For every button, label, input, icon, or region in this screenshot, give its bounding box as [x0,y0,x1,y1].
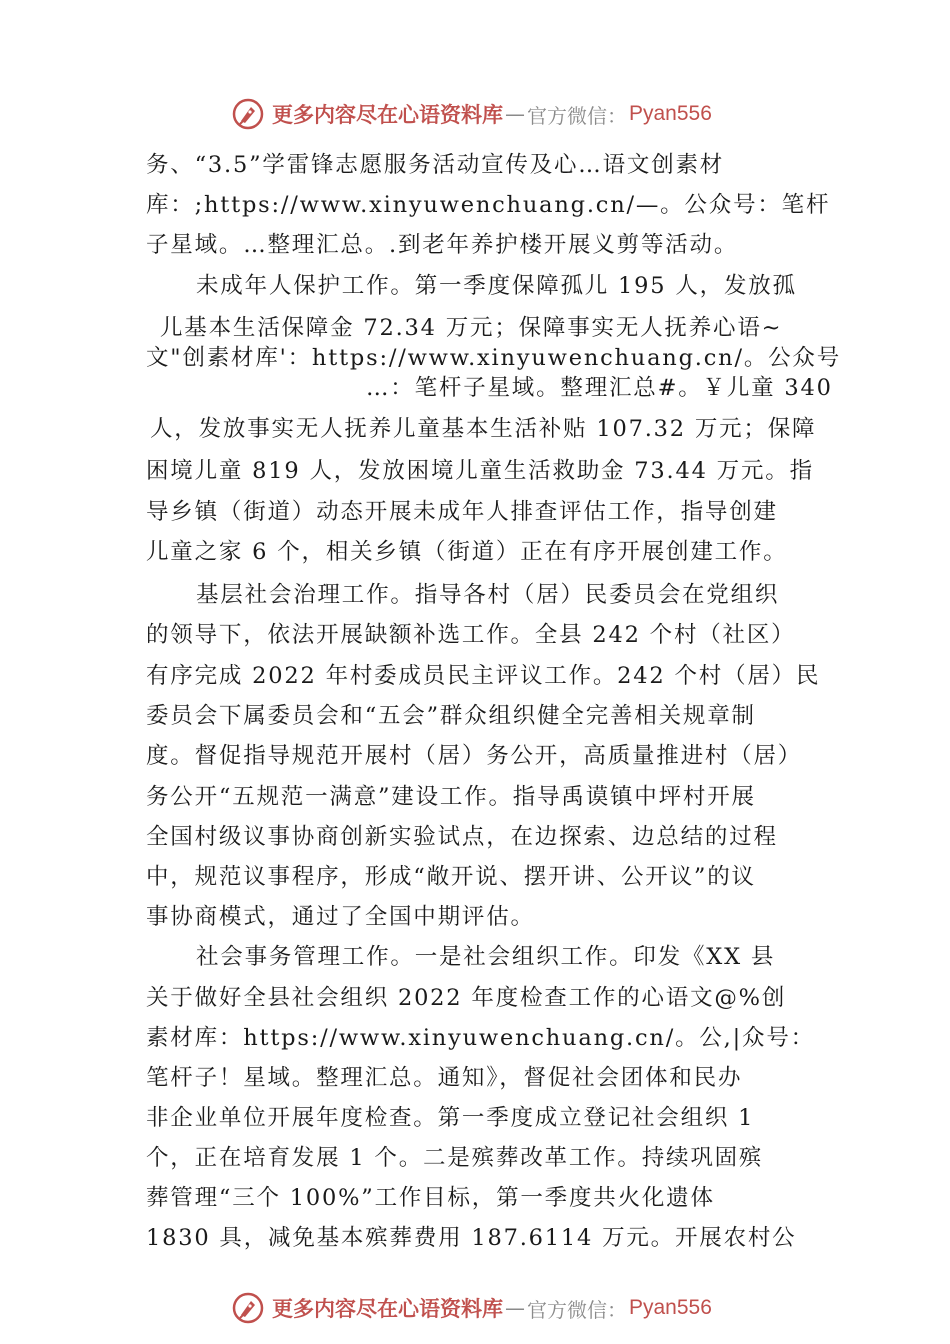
text-line: 务公开“五规范一满意”建设工作。指导禹谟镇中坪村开展 [146,784,756,810]
text-line: 事协商模式，通过了全国中期评估。 [146,904,535,930]
text-line: 有序完成 2022 年村委成员民主评议工作。242 个村（居）民 [146,663,821,689]
text-line: 全国村级议事协商创新实验试点，在边探索、边总结的过程 [146,824,778,850]
text-line: 个，正在培育发展 1 个。二是殡葬改革工作。持续巩固殡 [146,1145,764,1171]
text-line: 葬管理“三个 100%”工作目标，第一季度共火化遗体 [146,1185,715,1211]
header-separator: — [505,102,525,126]
text-line: 中，规范议事程序，形成“敞开说、摆开讲、公开议”的议 [146,864,756,890]
text-line: 导乡镇（街道）动态开展未成年人排查评估工作，指导创建 [146,499,778,525]
header-brand-text: 更多内容尽在心语资料库 [272,103,503,127]
text-line: 库：;https://www.xinyuwenchuang.cn/—。公众号：笔杆 [146,192,831,218]
text-line: 委员会下属委员会和“五会”群众组织健全完善相关规章制 [146,703,756,729]
text-line: 笔杆子！星域。整理汇总。通知》，督促社会团体和民办 [146,1065,743,1091]
text-line: 未成年人保护工作。第一季度保障孤儿 195 人，发放孤 [196,273,797,299]
text-line: 的领导下，依法开展缺额补选工作。全县 242 个村（社区） [146,622,796,648]
text-line: 关于做好全县社会组织 2022 年度检查工作的心语文@%创 [146,985,787,1011]
footer-wechat-account: Pyan556 [629,1296,712,1319]
header-wechat-account: Pyan556 [629,102,712,125]
text-line: 度。督促指导规范开展村（居）务公开，高质量推进村（居） [146,743,803,769]
header-wechat-label: 官方微信： [527,103,627,128]
text-line: 素材库：https://www.xinyuwenchuang.cn/。公,|众号： [146,1025,815,1051]
pen-nib-logo-icon [232,1292,264,1324]
text-line: 子星域。…整理汇总。.到老年养护楼开展义剪等活动。 [146,232,739,258]
footer-watermark-banner [232,1290,712,1326]
text-line: 儿童之家 6 个，相关乡镇（街道）正在有序开展创建工作。 [146,539,788,565]
text-line: …：笔杆子星域。整理汇总#。￥儿童 340 [366,375,833,401]
pen-nib-logo-icon [232,98,264,130]
text-line: 文"创素材库'：https://www.xinyuwenchuang.cn/。公众号 [146,345,842,371]
text-line: 基层社会治理工作。指导各村（居）民委员会在党组织 [196,582,780,608]
text-line: 社会事务管理工作。一是社会组织工作。印发《XX 县 [196,944,776,970]
text-line: 务、“3.5”学雷锋志愿服务活动宣传及心…语文创素材 [146,152,725,178]
text-line: 困境儿童 819 人，发放困境儿童生活救助金 73.44 万元。指 [146,458,814,484]
text-line: 非企业单位开展年度检查。第一季度成立登记社会组织 1 [146,1105,755,1131]
header-watermark-banner [232,96,712,132]
text-line: 儿基本生活保障金 72.34 万元；保障事实无人抚养心语~ [160,315,783,341]
text-line: 人，发放事实无人抚养儿童基本生活补贴 107.32 万元；保障 [150,416,817,442]
footer-wechat-label: 官方微信： [527,1297,627,1322]
footer-separator: — [505,1296,525,1320]
text-line: 1830 具，减免基本殡葬费用 187.6114 万元。开展农村公 [146,1225,797,1251]
footer-brand-text: 更多内容尽在心语资料库 [272,1297,503,1321]
